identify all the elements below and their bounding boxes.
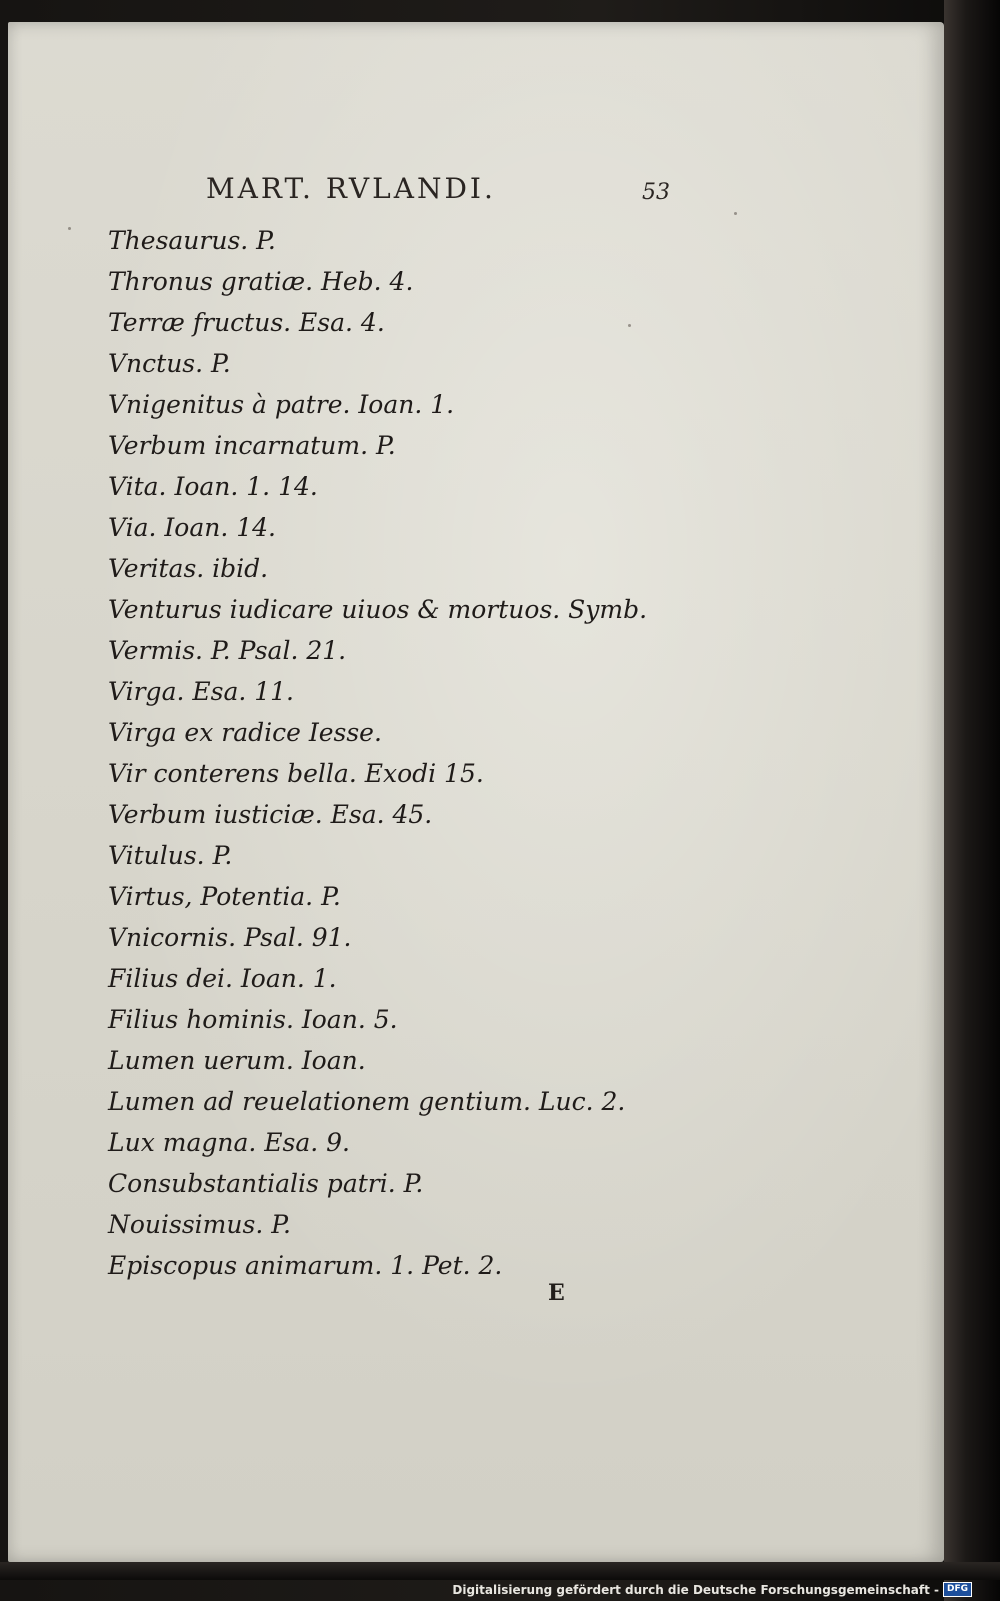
signature-mark: E [548, 1280, 565, 1306]
list-item: Thesaurus. P. [108, 226, 276, 255]
list-item: Vnicornis. Psal. 91. [108, 923, 352, 952]
list-item: Vitulus. P. [108, 841, 233, 870]
book-page [8, 22, 944, 1562]
page-number: 53 [642, 180, 670, 205]
credit-text: Digitalisierung gefördert durch die Deutsche Forschungsgemeinschaft - [452, 1582, 939, 1597]
list-item: Vnctus. P. [108, 349, 231, 378]
list-item: Filius dei. Ioan. 1. [108, 964, 337, 993]
list-item: Vita. Ioan. 1. 14. [108, 472, 318, 501]
bottom-edge-shadow [0, 1562, 1000, 1580]
digitization-credit [452, 1582, 972, 1597]
dfg-logo-icon: DFG [943, 1582, 972, 1597]
list-item: Vnigenitus à patre. Ioan. 1. [108, 390, 455, 419]
paper-speck [734, 212, 737, 215]
list-item: Vir conterens bella. Exodi 15. [108, 759, 484, 788]
list-item: Filius hominis. Ioan. 5. [108, 1005, 398, 1034]
list-item: Vermis. P. Psal. 21. [108, 636, 347, 665]
paper-speck [68, 227, 71, 230]
list-item: Virtus, Potentia. P. [108, 882, 341, 911]
list-item: Lux magna. Esa. 9. [108, 1128, 350, 1157]
list-item: Consubstantialis patri. P. [108, 1169, 424, 1198]
running-head: MART. RVLANDI. [206, 172, 496, 205]
list-item: Venturus iudicare uiuos & mortuos. Symb. [108, 595, 648, 624]
list-item: Nouissimus. P. [108, 1210, 291, 1239]
list-item: Verbum incarnatum. P. [108, 431, 396, 460]
list-item: Terræ fructus. Esa. 4. [108, 308, 385, 337]
list-item: Lumen uerum. Ioan. [108, 1046, 366, 1075]
paper-speck [628, 324, 631, 327]
list-item: Verbum iusticiæ. Esa. 45. [108, 800, 433, 829]
list-item: Thronus gratiæ. Heb. 4. [108, 267, 414, 296]
entry-list [108, 220, 708, 1286]
list-item: Via. Ioan. 14. [108, 513, 276, 542]
list-item: Lumen ad reuelationem gentium. Luc. 2. [108, 1087, 626, 1116]
list-item: Episcopus animarum. 1. Pet. 2. [108, 1251, 503, 1280]
list-item: Virga ex radice Iesse. [108, 718, 382, 747]
list-item: Virga. Esa. 11. [108, 677, 294, 706]
list-item: Veritas. ibid. [108, 554, 269, 583]
book-spine-shadow [944, 0, 1000, 1601]
